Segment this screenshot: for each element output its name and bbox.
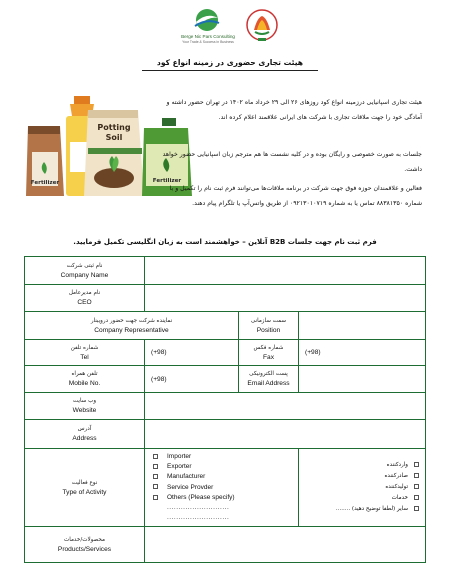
- others-specify-line-1[interactable]: ...........................: [167, 504, 230, 512]
- chamber-seal-icon: [245, 8, 279, 44]
- company-name-label: نام ثبتی شرکت Company Name: [25, 257, 145, 285]
- option-exporter[interactable]: Exporter: [153, 462, 290, 472]
- mobile-label: تلفن همراه Mobile No.: [25, 366, 145, 393]
- activity-label: نوع فعالیت Type of Activity: [25, 449, 145, 527]
- checkbox-icon[interactable]: [153, 464, 158, 469]
- potting-soil-label-1: Potting: [97, 123, 131, 132]
- row-address: [25, 420, 426, 449]
- option-manufacturer[interactable]: Manufacturer: [153, 472, 290, 482]
- fax-label: شماره فکس Fax: [239, 340, 299, 366]
- others-specify-line-2[interactable]: ...........................: [167, 514, 230, 522]
- website-label: وب سایت Website: [25, 393, 145, 420]
- tel-label: شماره تلفن Tel: [25, 340, 145, 366]
- checkbox-icon[interactable]: [414, 484, 419, 489]
- row-company-name: [25, 257, 426, 285]
- products-field[interactable]: [145, 527, 426, 563]
- ceo-label: نام مدیرعامل CEO: [25, 285, 145, 312]
- checkbox-icon[interactable]: [153, 454, 158, 459]
- website-field[interactable]: [145, 393, 426, 420]
- checkbox-icon[interactable]: [414, 473, 419, 478]
- email-field[interactable]: [299, 366, 426, 393]
- row-products: [25, 527, 426, 563]
- intro-paragraph-3: فعالین و علاقمندان حوزه فوق جهت شرکت در برنامه ملاقات‌ها می‌توانند فرم ثبت نام را تکمیل و با شماره ۸۸۳۸۱۳۵۰ تماس یا به شماره ۰۹۲۱۳۰۱۰۷۱۹ از طریق واتس‌آپ یا تلگرام پیام دهند.: [169, 185, 422, 207]
- row-website: [25, 393, 426, 420]
- checkbox-icon[interactable]: [153, 474, 158, 479]
- option-fa-exporter[interactable]: صادرکننده: [305, 471, 419, 482]
- tel-field[interactable]: (+98): [145, 340, 239, 366]
- option-fa-importer[interactable]: واردکننده: [305, 460, 419, 471]
- berge-nic-logo-icon: [187, 6, 227, 36]
- address-label: آدرس Address: [25, 420, 145, 449]
- intro-paragraph-1: هیئت تجاری اسپانیایی درزمینه انواع کود روزهای ۲۶ الی ۲۹ خرداد ماه ۱۴۰۲ در تهران حضور داشته و آمادگی خود را جهت ملاقات تجاری با شرکت های ایرانی علاقمند اعلام کرده اند.: [166, 99, 422, 121]
- company-name-field[interactable]: [145, 257, 426, 285]
- mobile-field[interactable]: (+98): [145, 366, 239, 393]
- option-fa-others[interactable]: سایر (لطفا توضیح دهید) ........: [305, 504, 419, 515]
- checkbox-icon[interactable]: [414, 495, 419, 500]
- option-others[interactable]: Others (Please specify): [153, 493, 290, 503]
- checkbox-icon[interactable]: [414, 462, 419, 467]
- fertilizer-label-1: Fertilizer: [30, 180, 60, 186]
- option-importer[interactable]: Importer: [153, 452, 290, 462]
- checkbox-icon[interactable]: [153, 484, 158, 489]
- page-title: هیئت تجاری حضوری در زمینه انواع کود: [156, 58, 304, 67]
- potting-soil-label-2: Soil: [105, 133, 123, 142]
- checkbox-icon[interactable]: [414, 506, 419, 511]
- position-label: سمت سازمانی Position: [239, 312, 299, 340]
- form-heading: فرم ثبت نام جهت جلسات B2B آنلاین – خواهشمند است به زبان انگلیسی تکمیل فرمایید.: [73, 238, 377, 246]
- ceo-field[interactable]: [145, 285, 426, 312]
- row-activity: [25, 449, 426, 527]
- email-label: پست الکترونیکی Email Address: [239, 366, 299, 393]
- products-label: محصولات/خدمات Products/Services: [25, 527, 145, 563]
- option-fa-manufacturer[interactable]: تولیدکننده: [305, 482, 419, 493]
- title-underline: [142, 70, 318, 71]
- activity-options-fa: [299, 449, 426, 527]
- row-tel-fax: [25, 340, 426, 366]
- logo-left-tagline: Your Trade & Success in Business: [182, 40, 234, 44]
- checkbox-icon[interactable]: [153, 495, 158, 500]
- option-fa-services[interactable]: خدمات: [305, 493, 419, 504]
- intro-paragraph-2: جلسات به صورت خصوصی و رایگان بوده و در کلیه نشست ها هم مترجم زبان اسپانیایی حضور خواهد داشت.: [162, 151, 422, 173]
- representative-label: نماینده شرکت جهت حضور درویبنار Company Representative: [25, 312, 239, 340]
- address-field[interactable]: [145, 420, 426, 449]
- position-field[interactable]: [299, 312, 426, 340]
- option-service-provider[interactable]: Service Provder: [153, 483, 290, 493]
- row-mobile-email: [25, 366, 426, 393]
- activity-options-en: [145, 449, 299, 527]
- logo-left-text: Berge Nic Pars Consulting: [181, 34, 235, 39]
- registration-form-table: [24, 256, 426, 563]
- fertilizer-label-2: Fertilizer: [152, 178, 182, 184]
- row-representative: [25, 312, 426, 340]
- row-ceo: [25, 285, 426, 312]
- fax-field[interactable]: (+98): [299, 340, 426, 366]
